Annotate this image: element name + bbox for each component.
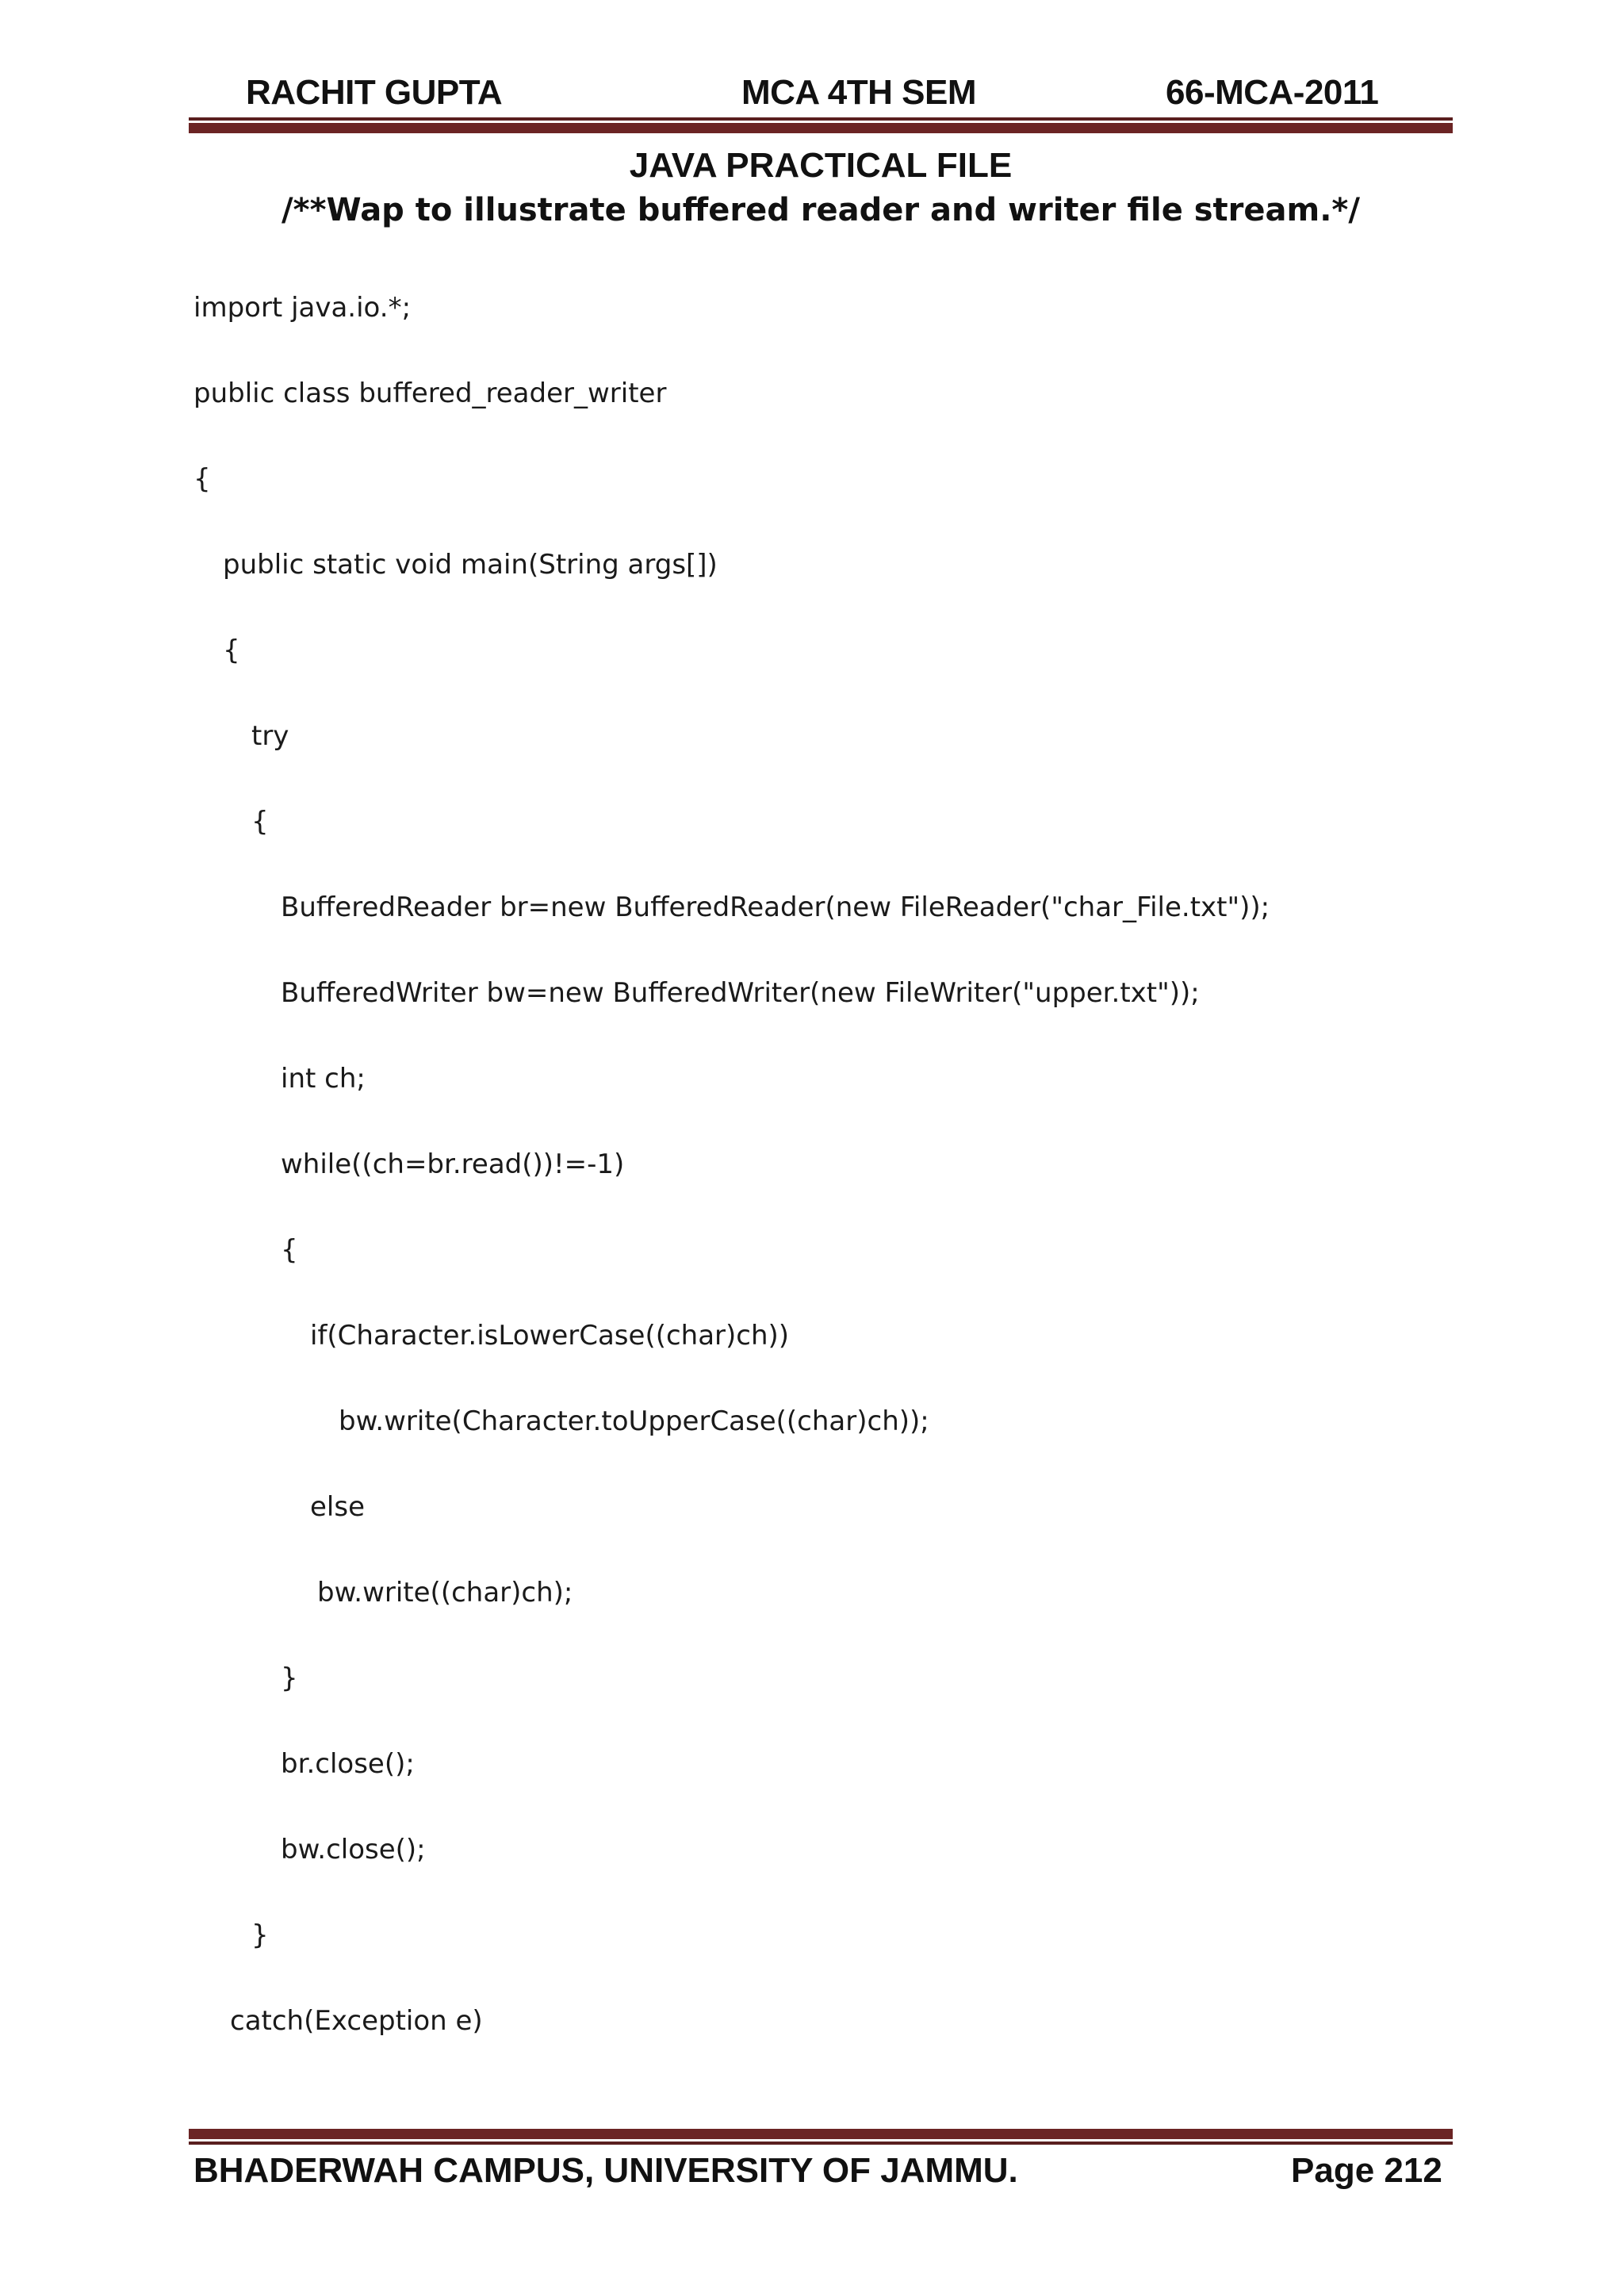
code-line: } (281, 1662, 298, 1694)
code-line: bw.write(Character.toUpperCase((char)ch)); (339, 1405, 929, 1437)
page-title: JAVA PRACTICAL FILE (629, 146, 1013, 185)
footer-rule-thick (189, 2129, 1453, 2139)
code-line: int ch; (281, 1063, 366, 1095)
code-line: else (310, 1491, 365, 1523)
header-rule-thick (189, 123, 1453, 133)
footer-campus: BHADERWAH CAMPUS, UNIVERSITY OF JAMMU. (193, 2151, 1018, 2190)
code-line: bw.write((char)ch); (317, 1577, 573, 1609)
code-line: bw.close(); (281, 1834, 426, 1865)
page-header (0, 73, 1624, 121)
code-line: try (251, 720, 289, 752)
student-name: RACHIT GUPTA (246, 73, 503, 112)
code-line: BufferedWriter bw=new BufferedWriter(new FileWriter("upper.txt")); (281, 977, 1200, 1009)
code-line: BufferedReader br=new BufferedReader(new FileReader("char_File.txt")); (281, 892, 1270, 923)
code-line: br.close(); (281, 1748, 415, 1780)
code-line: { (281, 1234, 298, 1266)
header-rule-thin (189, 117, 1453, 121)
code-line: if(Character.isLowerCase((char)ch)) (310, 1320, 790, 1352)
code-line: public static void main(String args[]) (223, 549, 718, 581)
code-line: public class buffered_reader_writer (193, 378, 667, 409)
code-line: } (251, 1919, 269, 1951)
code-line: import java.io.*; (193, 292, 412, 324)
roll-number: 66-MCA-2011 (1166, 73, 1379, 112)
code-line: { (193, 463, 211, 495)
footer-rule-thin (189, 2142, 1453, 2145)
code-line: { (251, 806, 269, 838)
program-description: /**Wap to illustrate buffered reader and writer file stream.*/ (282, 192, 1360, 228)
code-line: catch(Exception e) (230, 2005, 483, 2037)
page-number: Page 212 (1291, 2151, 1442, 2190)
code-line: { (223, 635, 240, 666)
code-line: while((ch=br.read())!=-1) (281, 1148, 625, 1180)
semester-label: MCA 4TH SEM (741, 73, 976, 112)
